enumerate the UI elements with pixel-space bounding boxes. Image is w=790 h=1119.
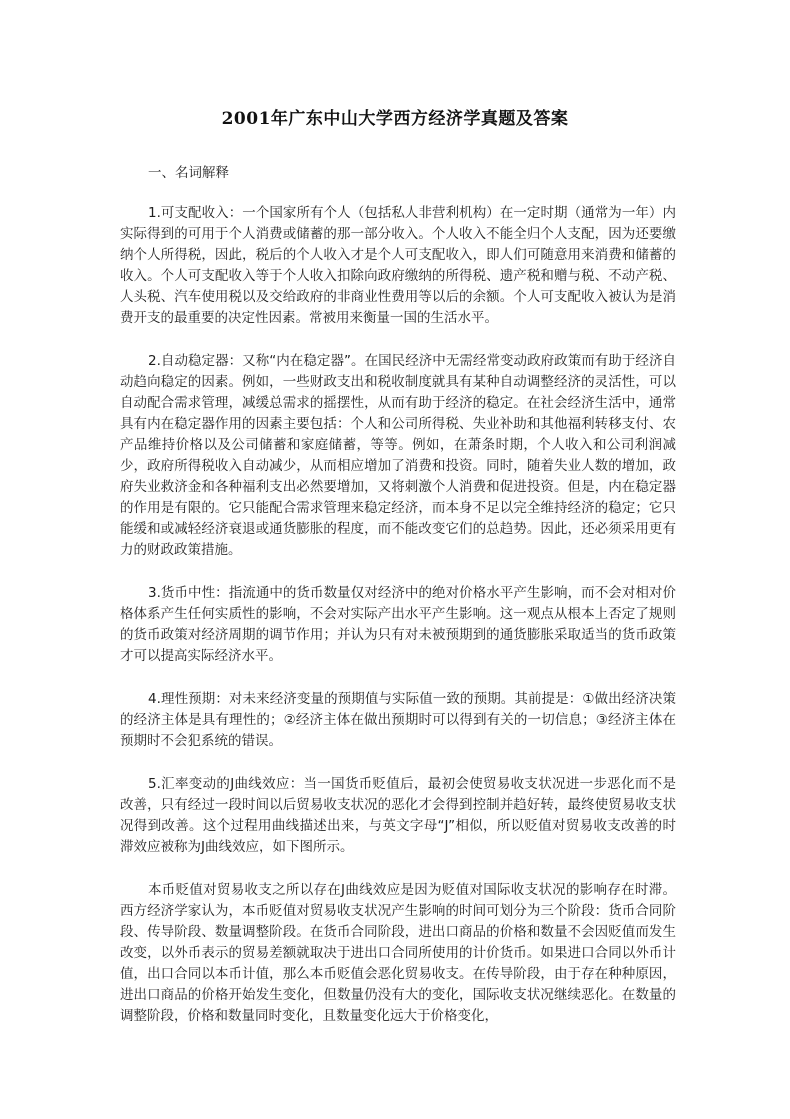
paragraph-disposable-income: 1.可支配收入：一个国家所有个人（包括私人非营利机构）在一定时期（通常为一年）内实际得到的可用于个人消费或储蓄的那一部分收入。个人收入不能全归个人支配，因为还要缴纳个人所得税，因此，税后的个人收入才是个人可支配收入，即人们可随意用来消费和储蓄的收入。个人可支配收入等于个人收入扣除向政府缴纳的所得税、遗产税和赠与税、不动产税、人头税、汽车使用税以及交给政府的非商业性费用等以后的余额。个人可支配收入被认为是消费开支的最重要的决定性因素。常被用来衡量一国的生活水平。 (120, 205, 676, 326)
section-heading: 一、名词解释 (148, 165, 229, 181)
paragraph-j-curve-explanation: 本币贬值对贸易收支之所以存在J曲线效应是因为贬值对国际收支状况的影响存在时滞。西方经济学家认为，本币贬值对贸易收支状况产生影响的时间可划分为三个阶段：货币合同阶段、传导阶段、数量调整阶段。在货币合同阶段，进出口商品的价格和数量不会因贬值而发生改变，以外币表示的贸易差额就取决于进出口合同所使用的计价货币。如果进口合同以外币计值，出口合同以本币计值，那么本币贬值会恶化贸易收支。在传导阶段，由于存在种种原因，进出口商品的价格开始发生变化，但数量仍没有大的变化，国际收支状况继续恶化。在数量的调整阶段，价格和数量同时变化，且数量变化远大于价格变化， (120, 882, 676, 1024)
paragraph-j-curve-effect: 5.汇率变动的J曲线效应：当一国货币贬值后，最初会使贸易收支状况进一步恶化而不是改善，只有经过一段时间以后贸易收支状况的恶化才会得到控制并趋好转，最终使贸易收支状况得到改善。这个过程用曲线描述出来，与英文字母“J”相似，所以贬值对贸易收支改善的时滞效应被称为J曲线效应，如下图所示。 (120, 776, 676, 855)
document-body (120, 203, 676, 1049)
paragraph-money-neutrality: 3.货币中性：指流通中的货币数量仅对经济中的绝对价格水平产生影响，而不会对相对价格体系产生任何实质性的影响，不会对实际产出水平产生影响。这一观点从根本上否定了规则的货币政策对经济周期的调节作用；并认为只有对未被预期到的通货膨胀采取适当的货币政策才可以提高实际经济水平。 (120, 585, 676, 664)
paragraph-rational-expectations: 4.理性预期：对未来经济变量的预期值与实际值一致的预期。其前提是：①做出经济决策的经济主体是具有理性的；②经济主体在做出预期时可以得到有关的一切信息；③经济主体在预期时不会犯系统的错误。 (120, 691, 676, 749)
page-title: 2001年广东中山大学西方经济学真题及答案 (221, 109, 569, 129)
paragraph-automatic-stabilizer: 2.自动稳定器：又称“内在稳定器”。在国民经济中无需经常变动政府政策而有助于经济自动趋向稳定的因素。例如，一些财政支出和税收制度就具有某种自动调整经济的灵活性，可以自动配合需求管理，减缓总需求的摇摆性，从而有助于经济的稳定。在社会经济生活中，通常具有内在稳定器作用的因素主要包括：个人和公司所得税、失业补助和其他福利转移支付、农产品维持价格以及公司储蓄和家庭储蓄，等等。例如，在萧条时期，个人收入和公司利润减少，政府所得税收入自动减少，从而相应增加了消费和投资。同时，随着失业人数的增加，政府失业救济金和各种福利支出必然要增加，又将刺激个人消费和促进投资。但是，内在稳定器的作用是有限的。它只能配合需求管理来稳定经济，而本身不足以完全维持经济的稳定；它只能缓和或减轻经济衰退或通货膨胀的程度，而不能改变它们的总趋势。因此，还必须采用更有力的财政政策措施。 (120, 353, 676, 558)
